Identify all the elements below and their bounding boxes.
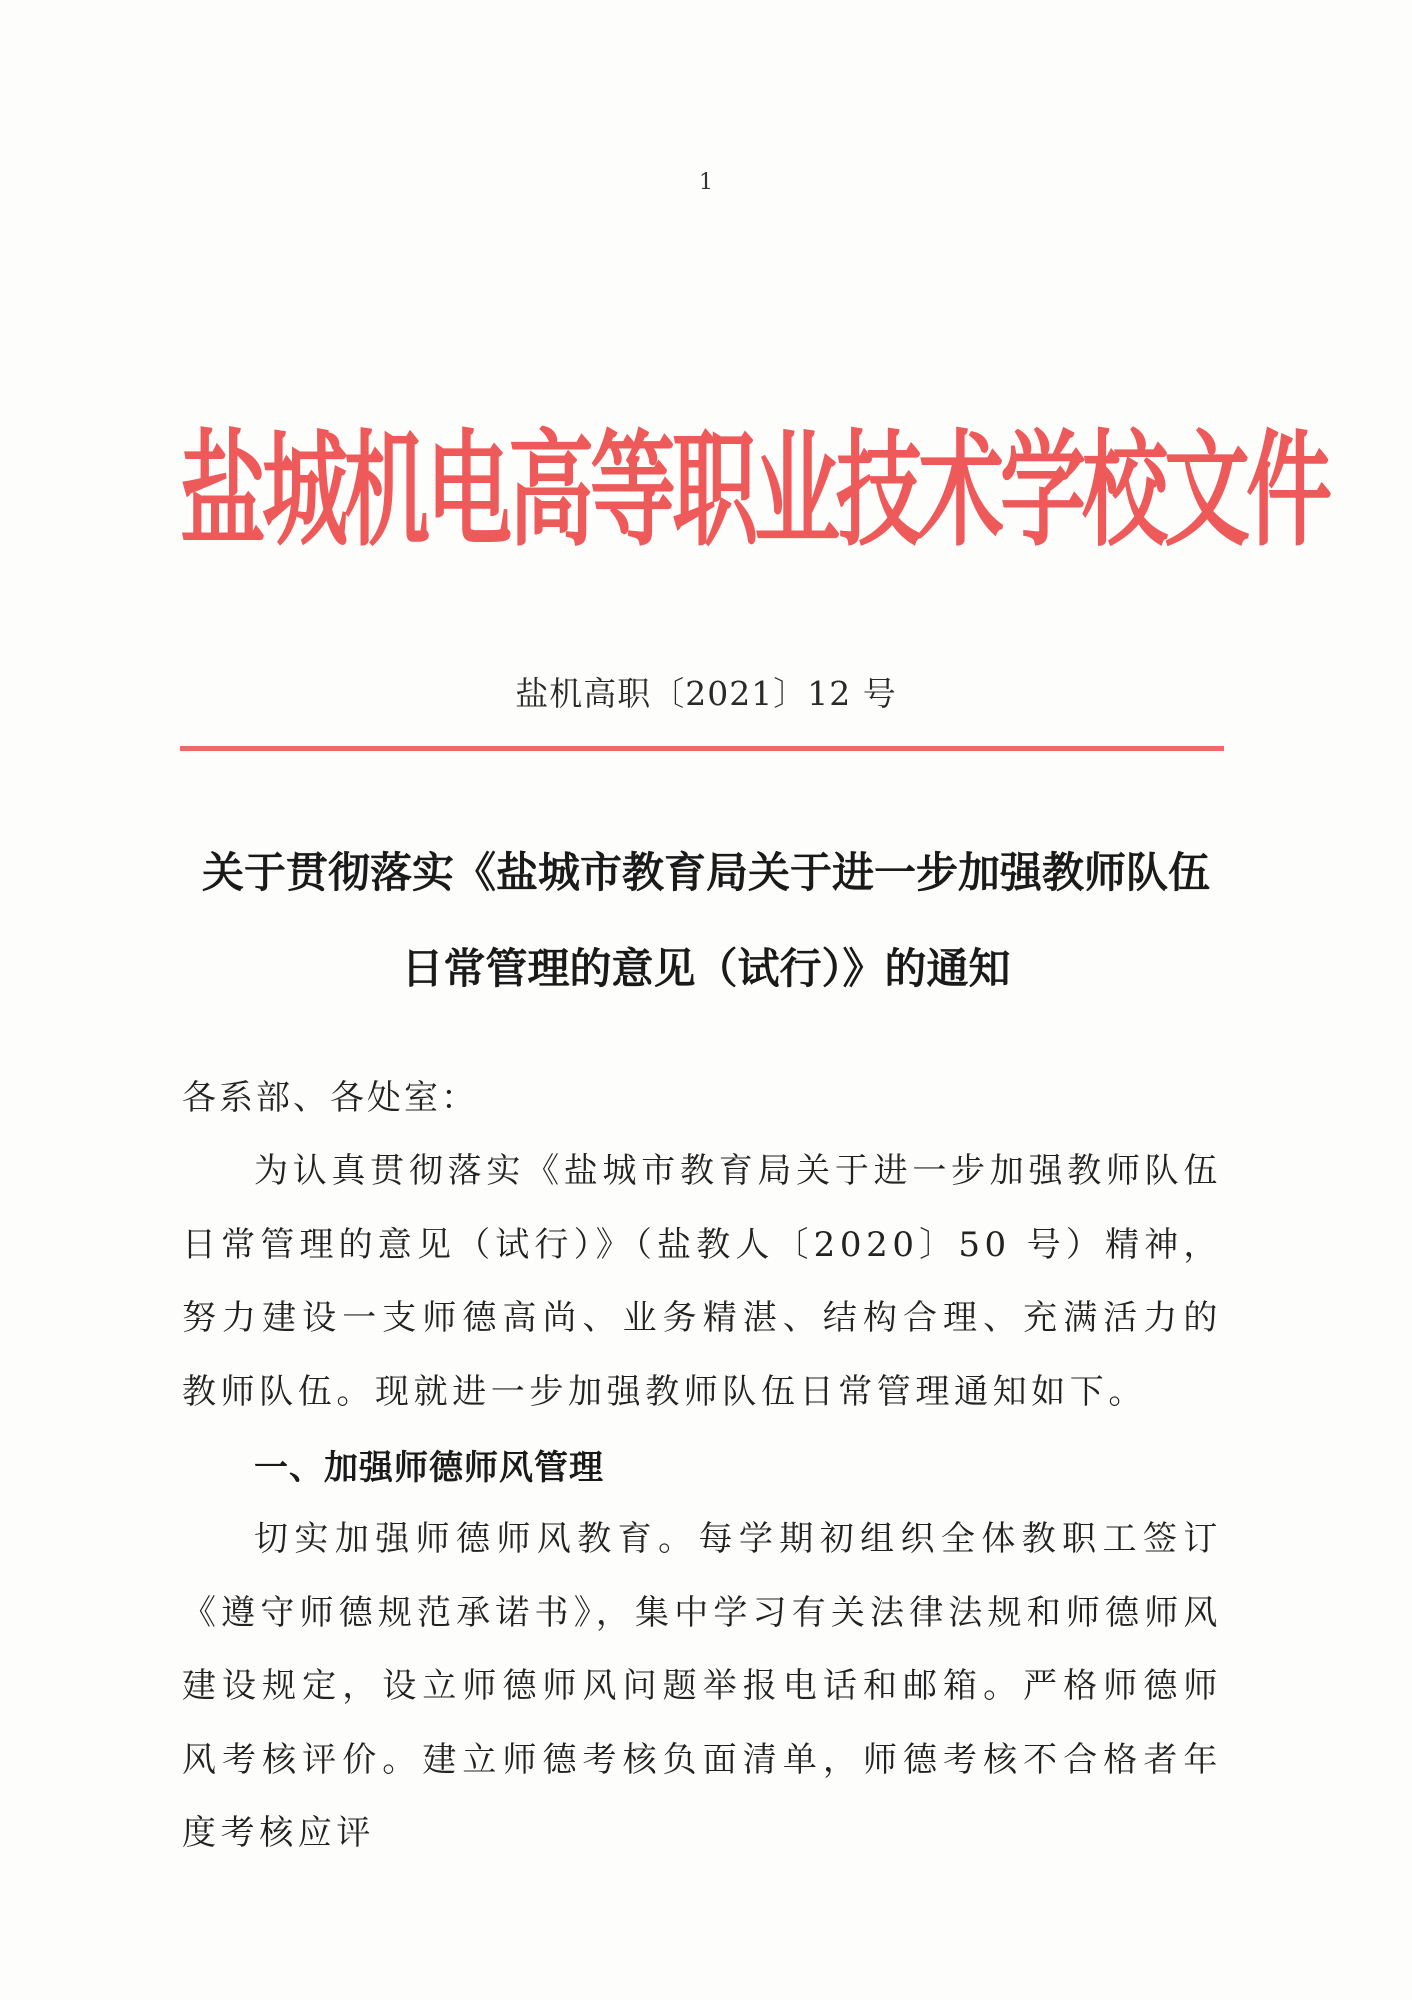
page-number: 1 [699, 170, 713, 195]
red-divider-rule [180, 746, 1224, 751]
notice-title-line1: 关于贯彻落实《盐城市教育局关于进一步加强教师队伍 [201, 848, 1210, 897]
salutation: 各系部、各处室： [182, 1078, 478, 1118]
notice-title [150, 825, 1262, 1017]
paragraph-intro: 为认真贯彻落实《盐城市教育局关于进一步加强教师队伍日常管理的意见（试行）》（盐教人〔2020〕50 号）精神，努力建设一支师德高尚、业务精湛、结构合理、充满活力的教师队伍。现就进一步加强教师队伍日常管理通知如下。 [182, 1151, 1222, 1412]
masthead-title: 盐城机电高等职业技术学校文件 [180, 417, 1328, 564]
section-heading-1: 一、加强师德师风管理 [254, 1448, 604, 1488]
paragraph-section-1: 切实加强师德师风教育。每学期初组织全体教职工签订《遵守师德规范承诺书》，集中学习有关法律法规和师德师风建设规定，设立师德师风问题举报电话和邮箱。严格师德师风考核评价。建立师德考核负面清单，师德考核不合格者年度考核应评 [182, 1519, 1222, 1854]
notice-title-line2: 日常管理的意见（试行）》的通知 [401, 944, 1011, 993]
document-number: 盐机高职〔2021〕12 号 [515, 674, 897, 713]
